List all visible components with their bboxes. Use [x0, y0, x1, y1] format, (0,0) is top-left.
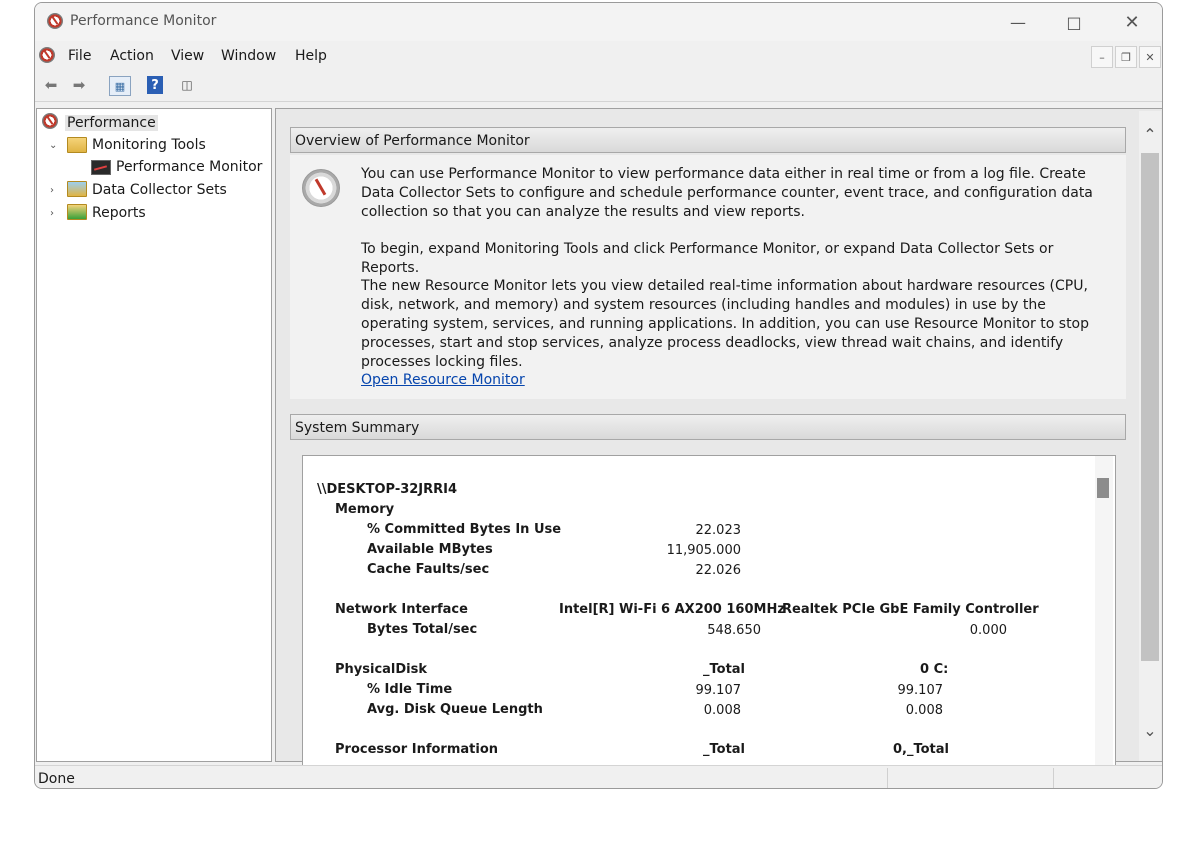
disk-total-header: _Total [703, 662, 746, 677]
chevron-right-icon[interactable]: › [50, 185, 54, 196]
help-icon[interactable]: ? [147, 76, 163, 94]
forward-arrow-icon[interactable]: ➡ [72, 76, 86, 94]
processor-information-label: Processor Information [335, 742, 499, 757]
performance-node-icon [42, 113, 58, 129]
summary-scrollbar-thumb[interactable] [1097, 478, 1109, 498]
open-resource-monitor-link[interactable]: Open Resource Monitor [361, 372, 525, 388]
status-bar [35, 765, 1162, 789]
overview-header[interactable]: Overview of Performance Monitor [290, 127, 1126, 153]
menu-help[interactable]: Help [295, 48, 327, 64]
system-summary-header[interactable]: System Summary [290, 414, 1126, 440]
monitoring-tools-folder-icon [67, 137, 87, 153]
committed-bytes-value: 22.023 [695, 523, 741, 538]
back-arrow-icon[interactable]: ⬅ [44, 76, 58, 94]
summary-scrollbar[interactable] [1095, 456, 1113, 776]
performance-monitor-large-icon [302, 169, 340, 207]
menu-window[interactable]: Window [221, 48, 277, 64]
maximize-button[interactable]: □ [1066, 12, 1082, 32]
mdi-close-button[interactable]: ✕ [1139, 46, 1161, 68]
status-text: Done [38, 771, 75, 787]
tree-item-performance-monitor[interactable]: Performance Monitor [116, 159, 263, 175]
tree-item-data-collector-sets[interactable]: Data Collector Sets [92, 182, 227, 198]
window-title: Performance Monitor [70, 13, 217, 29]
overview-paragraph-2: To begin, expand Monitoring Tools and click Performance Monitor, or expand Data Collector Sets or Reports. [361, 241, 1054, 276]
menu-file[interactable]: File [68, 48, 92, 64]
overview-paragraph-3: The new Resource Monitor lets you view detailed real-time information about hardware resources (CPU, disk, network, and memory) and system resources (including handles and modules) in use by the operating system, services, and running applications. In addition, you can use Resource Monitor to stop processes, start and stop services, analyze process deadlocks, view thread wait chains, and identify processes locking files. [361, 278, 1090, 370]
system-menu-icon[interactable] [39, 47, 55, 63]
bytes-total-value-2: 0.000 [969, 623, 1007, 638]
show-hide-action-pane-icon[interactable]: ◫ [181, 78, 193, 92]
scroll-down-icon[interactable]: ⌄ [1143, 721, 1157, 740]
content-scrollbar-thumb[interactable] [1141, 153, 1159, 661]
performance-monitor-chart-icon [91, 160, 111, 175]
close-button[interactable]: ✕ [1124, 11, 1140, 33]
scroll-up-icon[interactable]: ⌃ [1143, 125, 1157, 144]
data-collector-sets-icon [67, 181, 87, 197]
status-divider [1053, 768, 1054, 788]
disk-queue-value-1: 0.008 [703, 703, 741, 718]
menu-bar [35, 41, 1162, 69]
cache-faults-label: Cache Faults/sec [367, 562, 490, 577]
processor-0-total-header: 0,_Total [893, 742, 949, 757]
tree-item-monitoring-tools[interactable]: Monitoring Tools [92, 137, 206, 153]
performance-monitor-app-icon [47, 13, 63, 29]
idle-time-value-2: 99.107 [897, 683, 943, 698]
chevron-right-icon[interactable]: › [50, 208, 54, 219]
network-interface-label: Network Interface [335, 602, 468, 617]
content-pane [275, 108, 1163, 762]
chevron-down-icon[interactable]: ⌄ [49, 140, 58, 151]
title-bar [35, 3, 1162, 41]
console-tree [36, 108, 272, 762]
tree-item-performance[interactable]: Performance [67, 115, 156, 131]
memory-label: Memory [335, 502, 395, 517]
network-adapter-2-header: Realtek PCIe GbE Family Controller [782, 602, 1039, 617]
menu-view[interactable]: View [171, 48, 205, 64]
reports-folder-icon [67, 204, 87, 220]
overview-body [290, 155, 1126, 399]
mdi-minimize-button[interactable]: – [1091, 46, 1113, 68]
toolbar [35, 69, 1162, 102]
disk-queue-value-2: 0.008 [905, 703, 943, 718]
content-scrollbar[interactable] [1139, 111, 1161, 761]
performance-monitor-window [34, 2, 1163, 789]
disk-queue-label: Avg. Disk Queue Length [367, 702, 543, 717]
show-hide-console-tree-icon[interactable]: ▦ [109, 76, 131, 96]
disk-c-header: 0 C: [920, 662, 949, 677]
mdi-restore-button[interactable]: ❐ [1115, 46, 1137, 68]
idle-time-value-1: 99.107 [695, 683, 741, 698]
minimize-button[interactable]: — [1010, 12, 1026, 32]
open-resource-monitor-link-row [361, 371, 1106, 390]
available-mbytes-label: Available MBytes [367, 542, 493, 557]
overview-paragraph-1: You can use Performance Monitor to view performance data either in real time or from a log file. Create Data Collector Sets to configure and schedule performance counter, event trace, and configuration data collection so that you can analyze the results and view reports. [361, 166, 1093, 220]
network-adapter-1-header: Intel[R] Wi-Fi 6 AX200 160MHz [559, 602, 785, 617]
machine-name: \\DESKTOP-32JRRI4 [317, 482, 458, 497]
cache-faults-value: 22.026 [695, 563, 741, 578]
idle-time-label: % Idle Time [367, 682, 453, 697]
bytes-total-label: Bytes Total/sec [367, 622, 478, 637]
system-summary-panel [302, 455, 1116, 777]
committed-bytes-label: % Committed Bytes In Use [367, 522, 562, 537]
processor-total-header: _Total [703, 742, 746, 757]
available-mbytes-value: 11,905.000 [666, 543, 741, 558]
status-divider [887, 768, 888, 788]
bytes-total-value-1: 548.650 [707, 623, 761, 638]
menu-action[interactable]: Action [110, 48, 154, 64]
physical-disk-label: PhysicalDisk [335, 662, 428, 677]
tree-item-reports[interactable]: Reports [92, 205, 146, 221]
